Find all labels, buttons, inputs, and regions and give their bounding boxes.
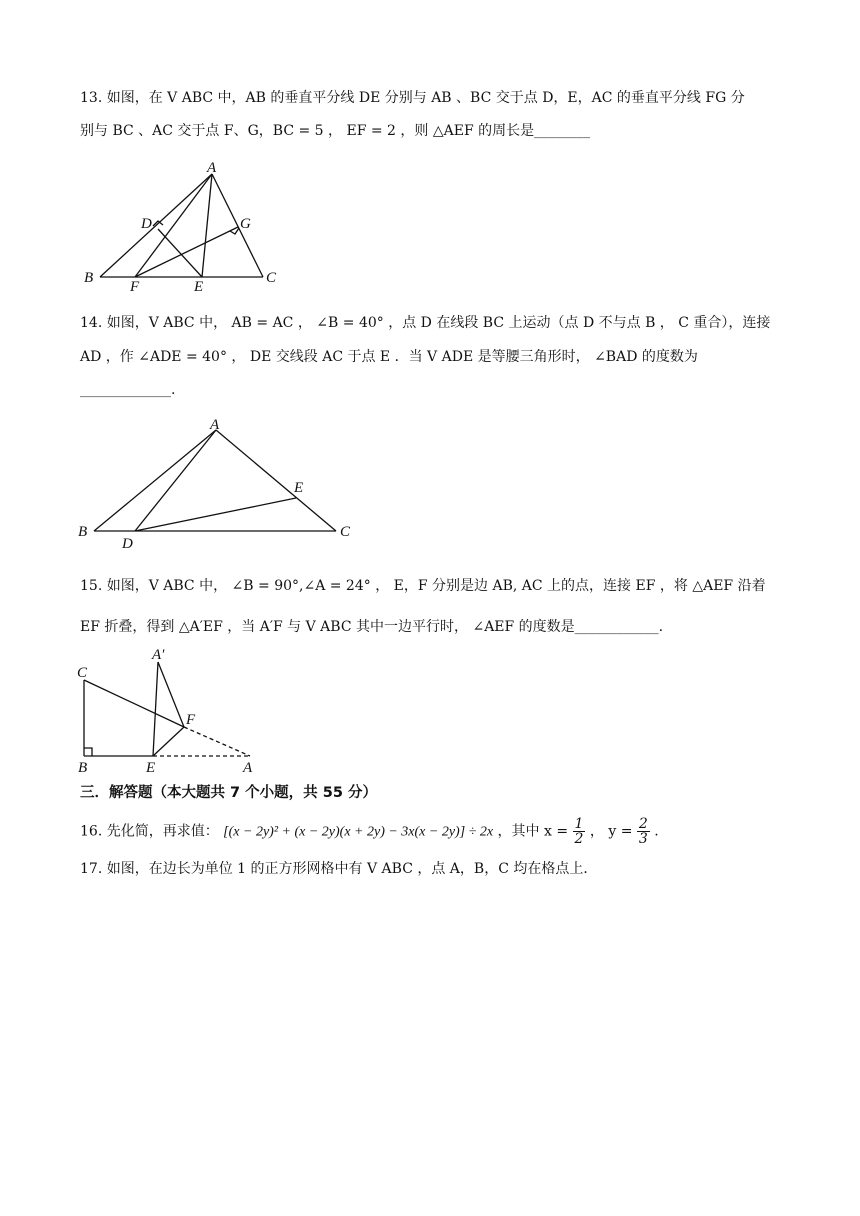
q14-text-line3: _____________. <box>80 382 176 398</box>
q14-text-line1: 14. 如图，V ABC 中， AB = AC ， ∠B = 40° ，点 D 在线段 BC 上运动（点 D 不与点 B ， C 重合），连接 <box>80 315 771 331</box>
q16-prefix: 16. 先化简，再求值： <box>80 823 219 840</box>
q15-label-c: C <box>77 665 88 681</box>
q13-label-a: A <box>207 160 217 176</box>
q16-y-label: ， y = <box>589 823 633 840</box>
q16-x-numerator: 1 <box>574 816 584 832</box>
q14-label-b: B <box>78 524 88 540</box>
q14-figure <box>74 414 364 554</box>
q15-label-a-prime: A′ <box>152 647 165 663</box>
q15-text-line2: EF 折叠，得到 △A′EF ，当 A′F 与 V ABC 其中一边平行时， ∠AEF 的度数是____________. <box>80 619 664 635</box>
q13-text-line2: 别与 BC 、AC 交于点 F、G，BC = 5 ， EF = 2 ，则 △AEF 的周长是________ <box>80 123 591 139</box>
q16-text <box>80 817 780 846</box>
q14-text-line2: AD ，作 ∠ADE = 40° ， DE 交线段 AC 于点 E ．当 V ADE 是等腰三角形时， ∠BAD 的度数为 <box>80 349 698 365</box>
q16-y-fraction <box>637 817 650 846</box>
q16-mid: ，其中 x = <box>497 823 569 840</box>
q13-label-b: B <box>84 270 94 286</box>
q15-figure <box>74 644 264 778</box>
q16-expression: [(x − 2y)² + (x − 2y)(x + 2y) − 3x(x − 2y)] ÷ 2x <box>223 824 494 840</box>
q13-text-line1: 13. 如图，在 V ABC 中，AB 的垂直平分线 DE 分别与 AB 、BC 交于点 D，E，AC 的垂直平分线 FG 分 <box>80 90 745 106</box>
q15-label-a: A <box>243 760 253 776</box>
q13-label-g: G <box>240 216 251 232</box>
q16-end: . <box>654 823 659 840</box>
q16-x-denominator: 2 <box>574 831 584 847</box>
q16-y-numerator: 2 <box>638 816 648 832</box>
q15-label-f: F <box>186 712 196 728</box>
q13-label-f: F <box>130 279 140 295</box>
q15-label-e: E <box>146 760 156 776</box>
q13-label-e: E <box>194 279 204 295</box>
q15-text-line1: 15. 如图，V ABC 中， ∠B = 90°,∠A = 24° ， E，F 分别是边 AB, AC 上的点，连接 EF ，将 △AEF 沿着 <box>80 578 766 594</box>
q13-figure <box>78 158 288 298</box>
q14-label-a: A <box>210 417 220 433</box>
q17-text: 17. 如图，在边长为单位 1 的正方形网格中有 V ABC ，点 A，B，C 均在格点上． <box>80 861 598 877</box>
q13-label-d: D <box>141 216 152 232</box>
q16-x-fraction <box>573 817 586 846</box>
q15-label-b: B <box>78 760 88 776</box>
section-3-heading: 三．解答题（本大题共 7 个小题，共 55 分） <box>80 785 377 801</box>
q14-label-d: D <box>122 536 133 552</box>
q14-label-c: C <box>340 524 351 540</box>
q14-label-e: E <box>294 480 304 496</box>
q13-label-c: C <box>266 270 277 286</box>
q16-y-denominator: 3 <box>638 831 648 847</box>
